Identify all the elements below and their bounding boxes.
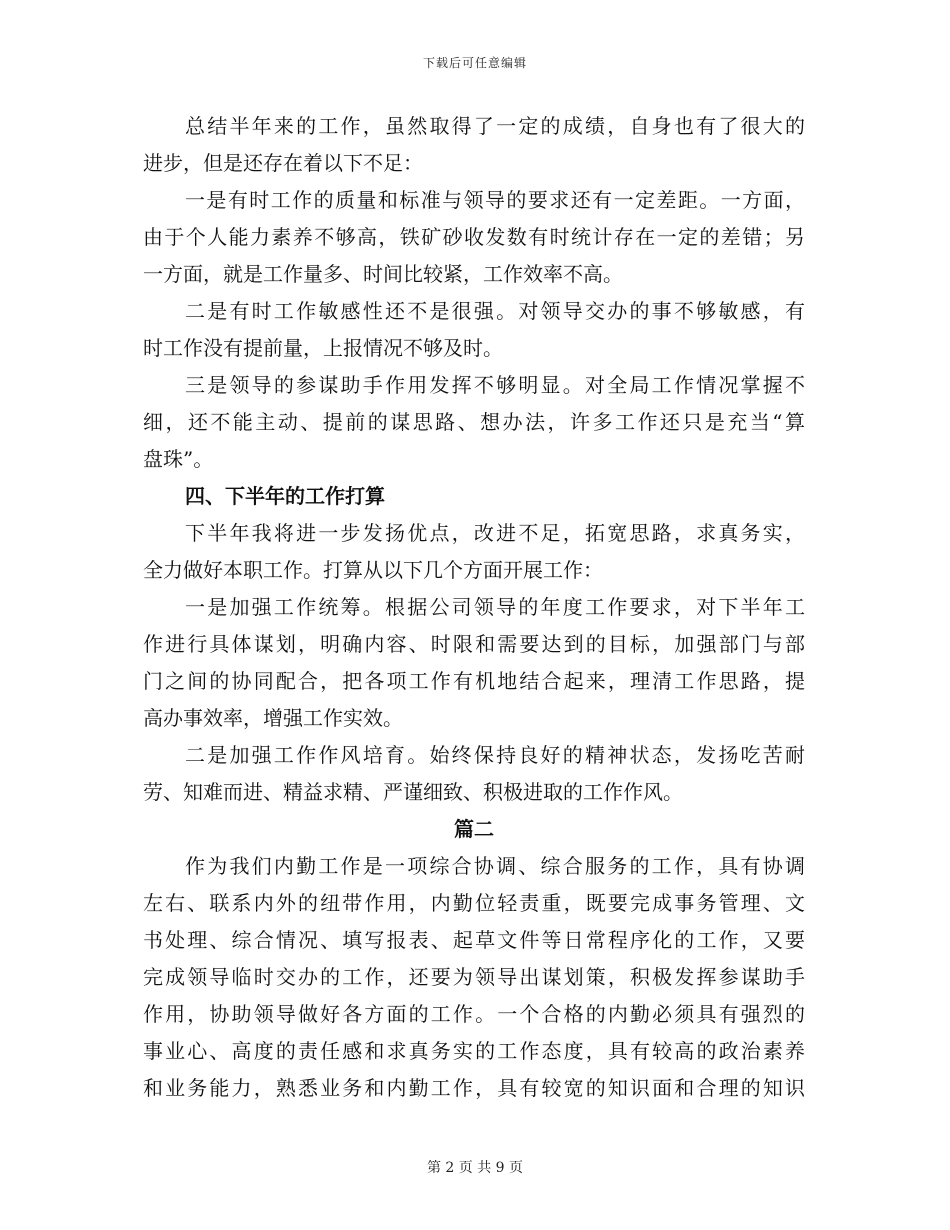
page-footer: 第 2 页 共 9 页 <box>426 1160 524 1176</box>
page-header: 下载后可任意编辑 <box>422 56 527 70</box>
document-body <box>143 108 805 1107</box>
text-line: 和业务能力，熟悉业务和内勤工作，具有较宽的知识面和合理的知识 <box>143 1076 805 1100</box>
text-line: 盘珠”。 <box>143 447 214 471</box>
text-line: 全力做好本职工作。打算从以下几个方面开展工作： <box>143 558 603 582</box>
text-line: 作用，协助领导做好各方面的工作。一个合格的内勤必须具有强烈的 <box>143 1002 805 1026</box>
text-line: 进步，但是还存在着以下不足： <box>143 151 423 175</box>
text-line: 作为我们内勤工作是一项综合协调、综合服务的工作，具有协调 <box>185 854 805 878</box>
text-line: 由于个人能力素养不够高，铁矿砂收发数有时统计存在一定的差错；另 <box>143 225 805 249</box>
text-line: 事业心、高度的责任感和求真务实的工作态度，具有较高的政治素养 <box>143 1039 805 1063</box>
text-line: 劳、知难而进、精益求精、严谨细致、积极进取的工作作风。 <box>143 780 683 804</box>
text-line: 时工作没有提前量，上报情况不够及时。 <box>143 336 503 360</box>
section-heading: 四、下半年的工作打算 <box>185 484 385 508</box>
text-line: 一是加强工作统筹。根据公司领导的年度工作要求，对下半年工 <box>185 595 805 619</box>
text-line: 一是有时工作的质量和标准与领导的要求还有一定差距。一方面， <box>185 188 805 212</box>
text-line: 完成领导临时交办的工作，还要为领导出谋划策，积极发挥参谋助手 <box>143 965 805 989</box>
text-line: 细，还不能主动、提前的谋思路、想办法，许多工作还只是充当“算 <box>143 410 805 434</box>
text-line: 二是加强工作作风培育。始终保持良好的精神状态，发扬吃苦耐 <box>185 743 805 767</box>
section-title: 篇二 <box>454 817 494 841</box>
text-line: 左右、联系内外的纽带作用，内勤位轻责重，既要完成事务管理、文 <box>143 891 805 915</box>
text-line: 三是领导的参谋助手作用发挥不够明显。对全局工作情况掌握不 <box>185 373 805 397</box>
text-line: 高办事效率，增强工作实效。 <box>143 706 403 730</box>
text-line: 门之间的协同配合，把各项工作有机地结合起来，理清工作思路，提 <box>143 669 805 693</box>
text-line: 下半年我将进一步发扬优点，改进不足，拓宽思路，求真务实， <box>185 521 805 545</box>
text-line: 总结半年来的工作，虽然取得了一定的成绩，自身也有了很大的 <box>185 114 805 138</box>
text-line: 作进行具体谋划，明确内容、时限和需要达到的目标，加强部门与部 <box>143 632 805 656</box>
text-line: 二是有时工作敏感性还不是很强。对领导交办的事不够敏感，有 <box>185 299 805 323</box>
text-line: 一方面，就是工作量多、时间比较紧，工作效率不高。 <box>143 262 623 286</box>
text-line: 书处理、综合情况、填写报表、起草文件等日常程序化的工作，又要 <box>143 928 805 952</box>
